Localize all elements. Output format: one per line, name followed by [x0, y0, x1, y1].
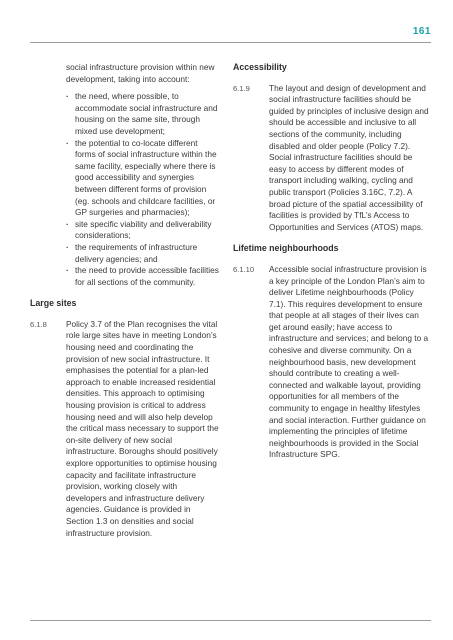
intro-text: social infrastructure provision within new development, taking into account: — [66, 62, 215, 84]
paragraph-text: Accessible social infrastructure provision is a key principle of the London Plan’s aim to deliver Lifetime neighbourhoods (Policy 7.1). This requires development to ensure that people at all stages of their lives can get around easily; have access to infrastructure and services; and belong to a cohesive and diverse community. On a neighbourhood basis, new development should contribute to creating a well-connected and walkable layout, providing opportunities for all members of the community to engage in healthy lifestyles and social interaction. Further guidance on implementing the principles of lifetime neighbourhoods is provided in the Social Infrastructure SPG. — [269, 263, 429, 460]
paragraph-number: 6.1.10 — [233, 264, 255, 274]
list-item: · the potential to co-locate different forms of social infrastructure within the same facility, especially where there is good accessibility and synergies between different forms of provision (eg. schools and childcare facilities, or GP surgeries and pharmacies); — [66, 138, 220, 219]
page-number: 161 — [412, 26, 431, 37]
paragraph-6-1-10 — [233, 264, 431, 461]
list-item: · site specific viability and deliverability considerations; — [66, 219, 220, 242]
paragraph-number: 6.1.9 — [233, 83, 250, 93]
section-heading-large-sites: Large sites — [30, 298, 77, 309]
right-column — [233, 62, 431, 467]
paragraph-6-1-8 — [30, 319, 220, 539]
section-heading-accessibility: Accessibility — [233, 62, 287, 72]
section-heading-lifetime-neighbourhoods: Lifetime neighbourhoods — [233, 243, 339, 254]
bottom-rule — [30, 620, 431, 621]
top-rule — [30, 42, 431, 43]
considerations-list — [30, 91, 220, 288]
left-column — [30, 62, 220, 545]
list-item: · the requirements of infrastructure delivery agencies; and — [66, 242, 220, 265]
paragraph-text: The layout and design of development and social infrastructure facilities should be guided by principles of inclusive design and should be accessible and inclusive to all sections of the community, including disabled and older people (Policy 7.2). Social infrastructure facilities should be easy to access by different modes of transport including walking, cycling and public transport (Policies 3.16C, 7.2). A broad picture of the spatial accessibility of facilities is provided by TfL’s Access to Opportunities and Services (ATOS) maps. — [269, 82, 429, 232]
intro-paragraph — [30, 62, 220, 85]
paragraph-text: Policy 3.7 of the Plan recognises the vital role large sites have in meeting London’s housing need and coordinating the provision of new social infrastructure. It emphasises the potential for a plan-led approach to enable increased residential densities. This approach to optimising housing provision is critical to address housing need and will also help develop the critical mass necessary to support the on-site delivery of new social infrastructure. Boroughs should positively explore opportunities to optimise housing capacity and facilitate infrastructure provision, working closely with developers and infrastructure delivery agencies. Guidance is provided in Section 1.3 on densities and social infrastructure provision. — [66, 318, 219, 538]
paragraph-6-1-9 — [233, 83, 431, 234]
list-item: · the need to provide accessible facilities for all sections of the community. — [66, 265, 220, 288]
list-item: · the need, where possible, to accommodate social infrastructure and housing on the same site, through mixed use development; — [66, 91, 220, 137]
paragraph-number: 6.1.8 — [30, 319, 47, 329]
